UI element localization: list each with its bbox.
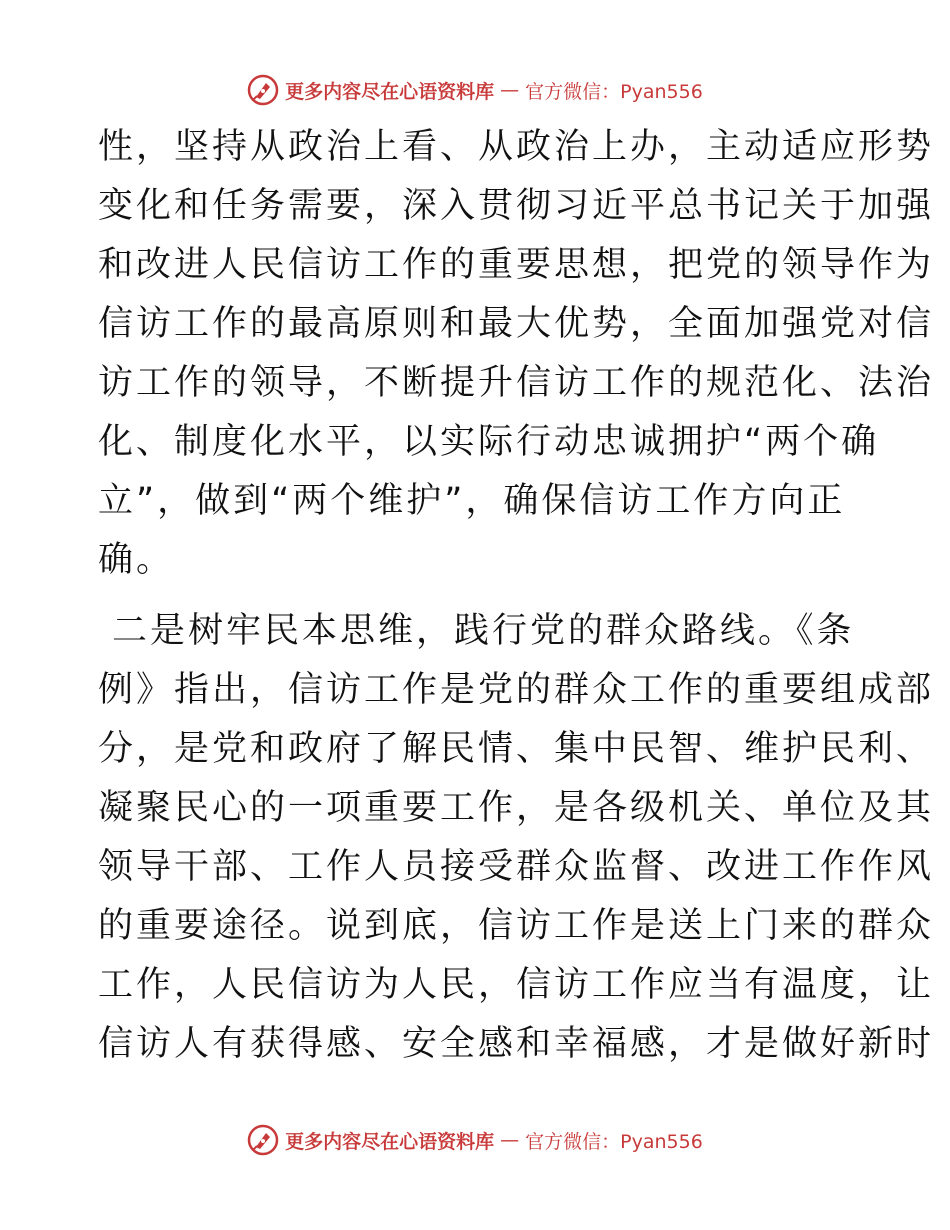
footer-banner-content	[247, 1124, 703, 1156]
text-line: 和改进人民信访工作的重要思想，把党的领导作为	[98, 245, 935, 285]
text-line: 的重要途径。说到底，信访工作是送上门来的群众	[98, 906, 935, 946]
header-banner-content	[247, 74, 703, 106]
paragraph-1	[98, 118, 935, 590]
pen-nib-logo-icon	[247, 74, 279, 106]
text-line: 例》指出，信访工作是党的群众工作的重要组成部	[98, 670, 935, 710]
header-banner	[0, 70, 950, 110]
document-body	[98, 118, 935, 1074]
footer-banner	[0, 1120, 950, 1160]
text-line: 确。	[98, 540, 175, 580]
text-line: 工作，人民信访为人民，信访工作应当有温度，让	[98, 965, 935, 1005]
text-line: 凝聚民心的一项重要工作，是各级机关、单位及其	[98, 788, 935, 828]
text-line: 领导干部、工作人员接受群众监督、改进工作作风	[98, 847, 935, 887]
text-line: 二是树牢民本思维，践行党的群众路线。《条	[112, 611, 855, 651]
text-line: 变化和任务需要，深入贯彻习近平总书记关于加强	[98, 186, 935, 226]
banner-separator: —	[500, 1129, 520, 1151]
banner-separator: —	[500, 79, 520, 101]
paragraph-2	[98, 602, 935, 1074]
text-line: 信访工作的最高原则和最大优势，全面加强党对信	[98, 304, 935, 344]
paragraph-gap	[98, 590, 858, 602]
text-line: 立”，做到“两个维护”，确保信访工作方向正	[98, 481, 846, 521]
banner-wechat-id: 官方微信：Pyan556	[525, 80, 703, 103]
text-line: 性，坚持从政治上看、从政治上办，主动适应形势	[98, 127, 935, 167]
banner-title: 更多内容尽在心语资料库	[285, 80, 495, 103]
text-line: 化、制度化水平，以实际行动忠诚拥护“两个确	[98, 422, 880, 462]
text-line: 信访人有获得感、安全感和幸福感，才是做好新时	[98, 1024, 935, 1064]
banner-title: 更多内容尽在心语资料库	[285, 1130, 495, 1153]
pen-nib-logo-icon	[247, 1124, 279, 1156]
text-line: 分，是党和政府了解民情、集中民智、维护民利、	[98, 729, 935, 769]
text-line: 访工作的领导，不断提升信访工作的规范化、法治	[98, 363, 935, 403]
banner-wechat-id: 官方微信：Pyan556	[525, 1130, 703, 1153]
